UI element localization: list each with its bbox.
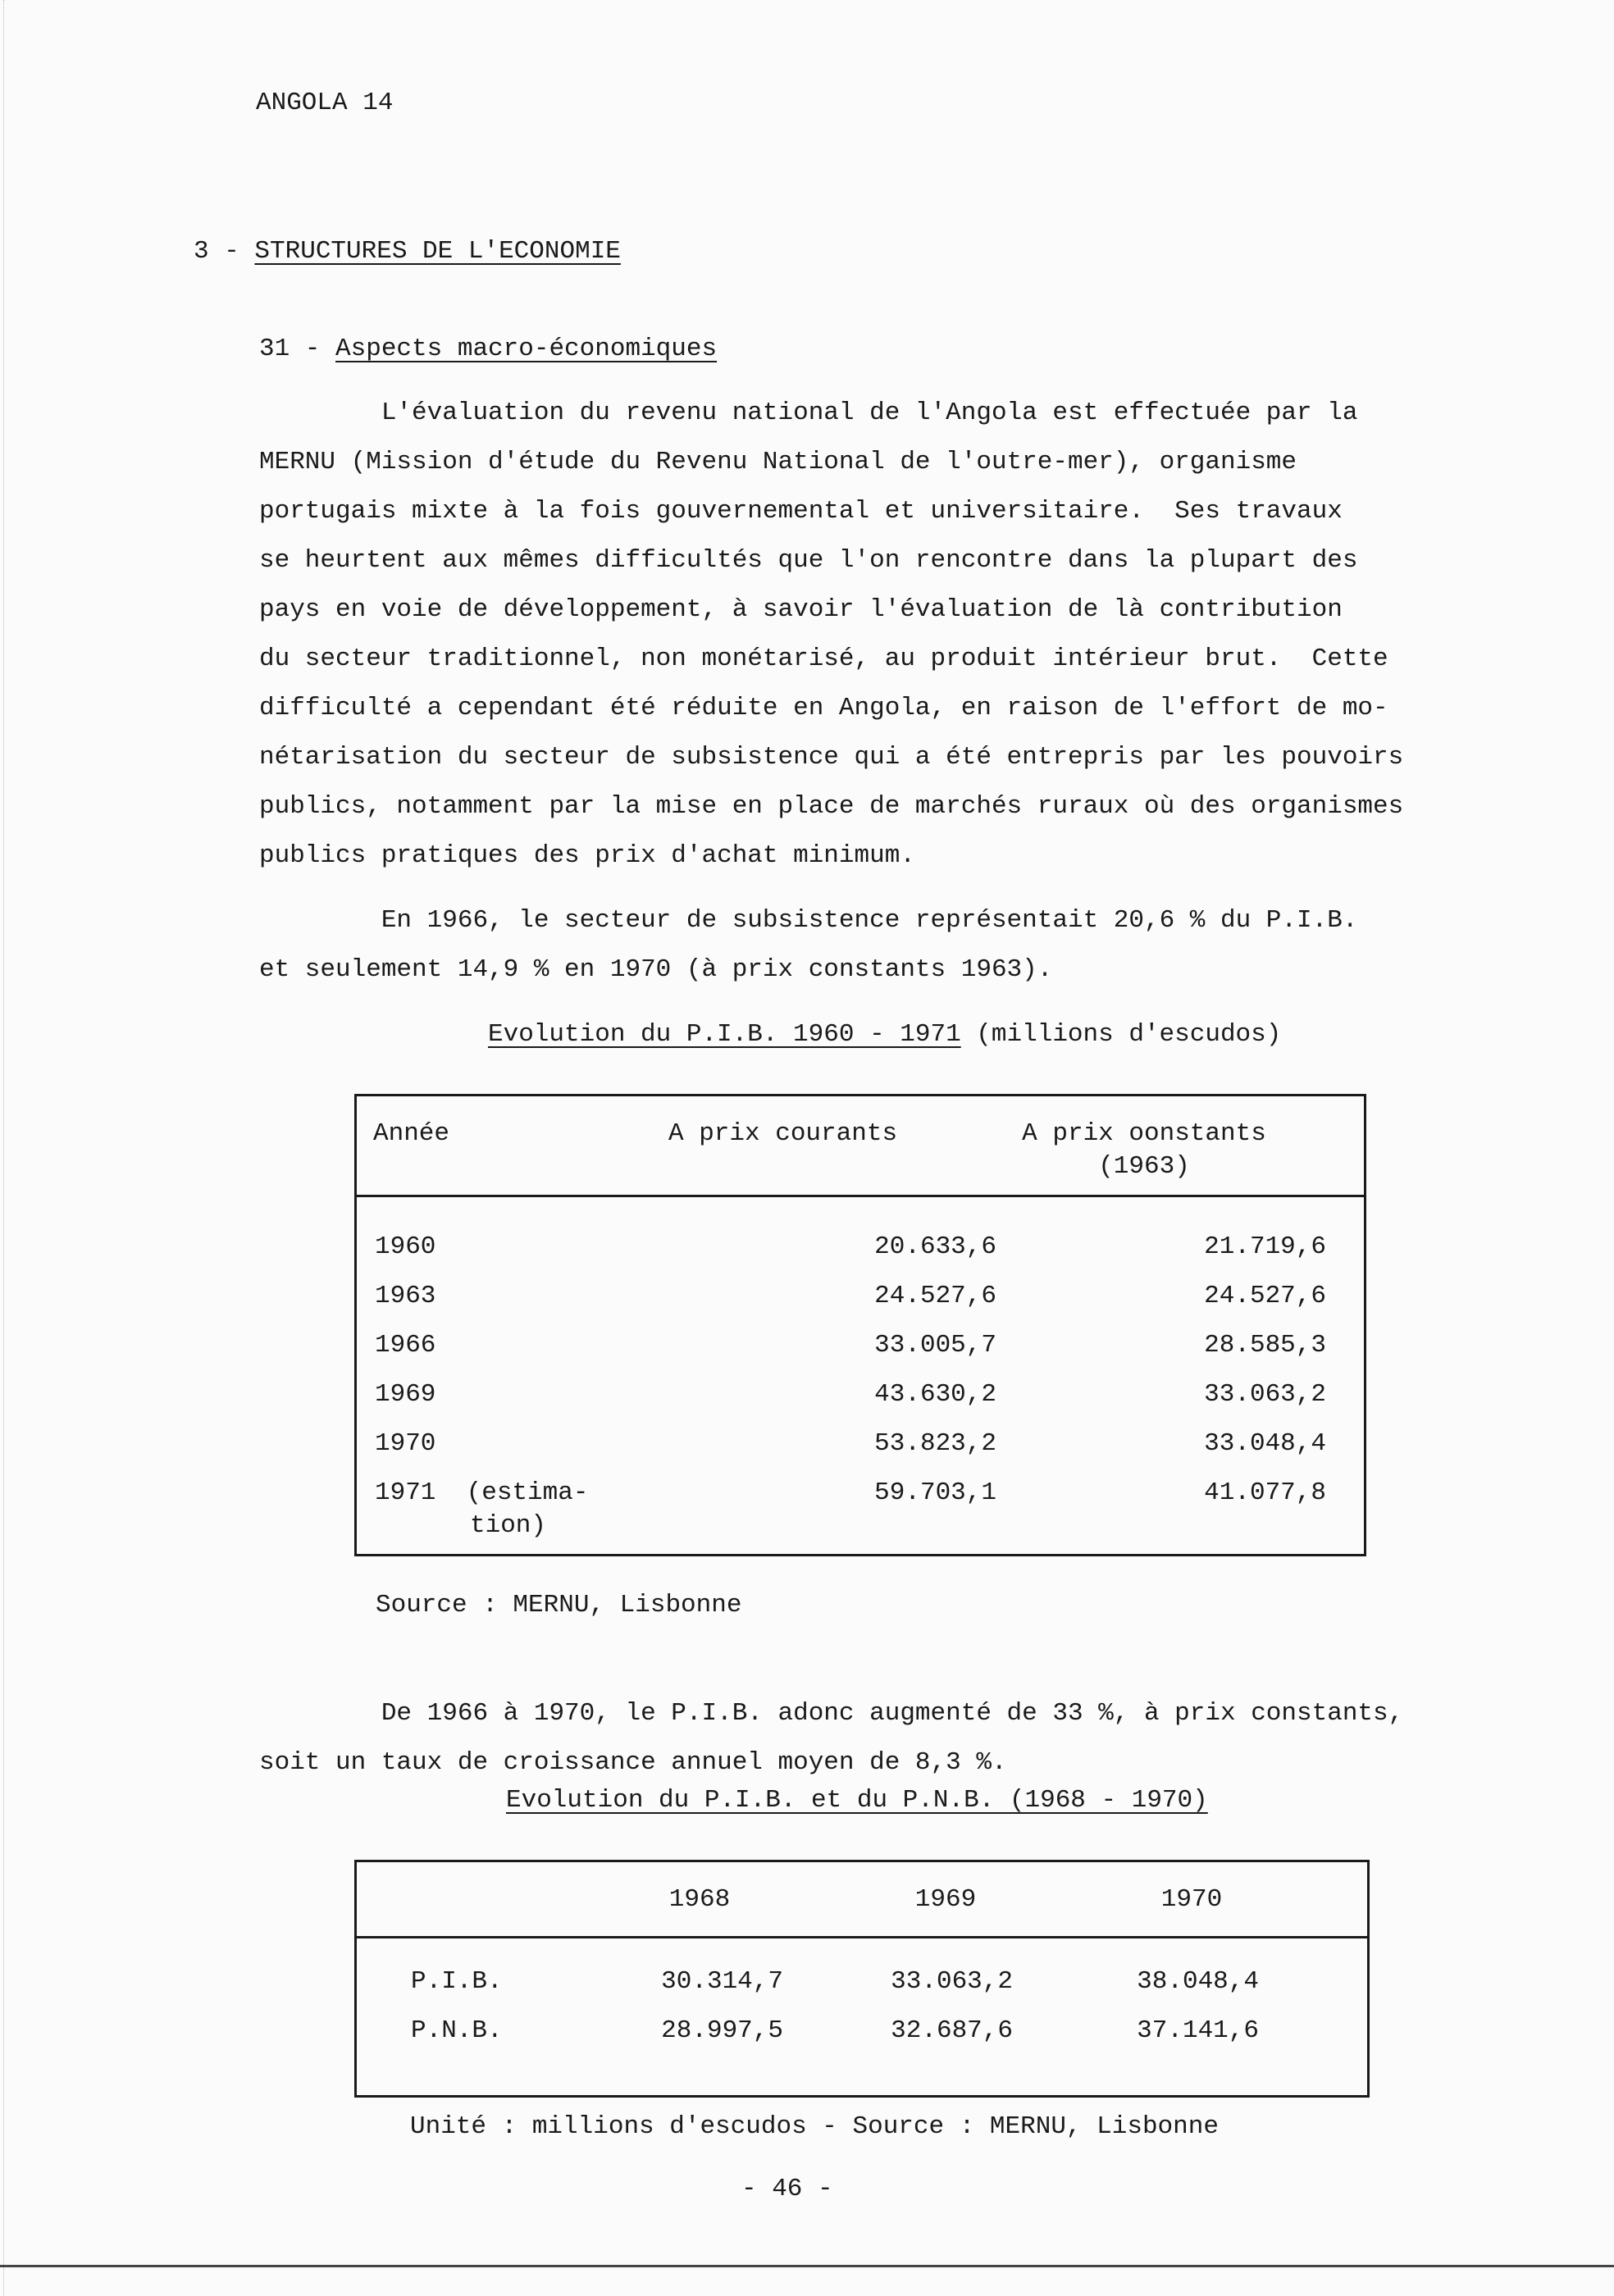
text-line: publics, notamment par la mise en place de marchés ruraux où des organismes <box>259 792 1404 821</box>
table1-header-constant: A prix oonstants <box>1022 1119 1266 1148</box>
table2-value: 37.141,6 <box>1137 2016 1259 2045</box>
text-line: En 1966, le secteur de subsistence représentait 20,6 % du P.I.B. <box>259 906 1358 935</box>
table1-header-year: Année <box>373 1119 450 1148</box>
table1-year-note: tion) <box>470 1511 547 1540</box>
table2-value: 38.048,4 <box>1137 1967 1259 1996</box>
table1-current-value: 33.005,7 <box>874 1331 996 1360</box>
table1-header-constant-base: (1963) <box>1098 1152 1190 1181</box>
table2-value: 30.314,7 <box>661 1967 783 1996</box>
table1-constant-value: 24.527,6 <box>1204 1282 1326 1310</box>
text-line: difficulté a cependant été réduite en Angola, en raison de l'effort de mo- <box>259 694 1388 722</box>
table1-source: Source : MERNU, Lisbonne <box>376 1591 742 1620</box>
table1-constant-value: 33.063,2 <box>1204 1380 1326 1409</box>
running-header: ANGOLA 14 <box>256 89 394 117</box>
table1-caption <box>488 1022 1281 1047</box>
table1-header-rule <box>357 1195 1364 1197</box>
text-line: MERNU (Mission d'étude du Revenu National de l'outre-mer), organisme <box>259 448 1297 476</box>
table2-header-rule <box>357 1936 1367 1938</box>
section-heading <box>194 239 621 264</box>
page-bottom-rule <box>0 2265 1614 2267</box>
table2-column-header: 1968 <box>668 1885 731 1914</box>
table1-current-value: 43.630,2 <box>874 1380 996 1409</box>
subsection-title: Aspects macro-économiques <box>335 335 718 363</box>
paragraph-secteur-subsistence <box>259 896 1506 995</box>
table1-caption-unit: (millions d'escudos) <box>960 1020 1282 1049</box>
text-line: pays en voie de développement, à savoir l'évaluation de là contribution <box>259 595 1343 624</box>
text-line: nétarisation du secteur de subsistence qui a été entrepris par les pouvoirs <box>259 743 1404 772</box>
table2-value: 32.687,6 <box>891 2016 1013 2045</box>
table2-caption: Evolution du P.I.B. et du P.N.B. (1968 - 1970) <box>506 1786 1208 1815</box>
text-line: L'évaluation du revenu national de l'Angola est effectuée par la <box>259 399 1358 427</box>
table1-year: 1970 <box>375 1429 436 1458</box>
table-pib-1960-1971 <box>354 1094 1366 1556</box>
table2-value: 33.063,2 <box>891 1967 1013 1996</box>
table2-column-header: 1970 <box>1160 1885 1223 1914</box>
table2-row-label: P.N.B. <box>411 2016 503 2045</box>
table2-row-label: P.I.B. <box>411 1967 503 1996</box>
table1-year: 1971 (estima- <box>375 1478 589 1507</box>
table2-value: 28.997,5 <box>661 2016 783 2045</box>
text-line: De 1966 à 1970, le P.I.B. adonc augmenté de 33 %, à prix constants, <box>259 1699 1404 1728</box>
table1-current-value: 20.633,6 <box>874 1232 996 1261</box>
page-edge-marks <box>3 0 4 2296</box>
paragraph-revenu-national <box>259 389 1506 881</box>
table1-current-value: 53.823,2 <box>874 1429 996 1458</box>
table1-constant-value: 33.048,4 <box>1204 1429 1326 1458</box>
text-line: se heurtent aux mêmes difficultés que l'on rencontre dans la plupart des <box>259 546 1358 575</box>
paragraph-croissance <box>259 1689 1506 1788</box>
table-pib-pnb-1968-1970 <box>354 1860 1370 2098</box>
text-line: publics pratiques des prix d'achat minimum. <box>259 841 915 870</box>
section-number: 3 - <box>194 237 255 266</box>
section-title: STRUCTURES DE L'ECONOMIE <box>254 237 621 266</box>
text-line: et seulement 14,9 % en 1970 (à prix constants 1963). <box>259 955 1053 984</box>
table1-year: 1960 <box>375 1232 436 1261</box>
table2-column-header: 1969 <box>914 1885 977 1914</box>
table1-constant-value: 21.719,6 <box>1204 1232 1326 1261</box>
table1-caption-title: Evolution du P.I.B. 1960 - 1971 <box>488 1020 961 1049</box>
page-number: - 46 - <box>741 2175 833 2203</box>
table1-current-value: 24.527,6 <box>874 1282 996 1310</box>
text-line: du secteur traditionnel, non monétarisé, au produit intérieur brut. Cette <box>259 645 1388 673</box>
subsection-heading <box>259 336 717 362</box>
subsection-number: 31 - <box>259 335 336 363</box>
table1-header-current: A prix courants <box>668 1119 898 1148</box>
table1-year: 1969 <box>375 1380 436 1409</box>
table1-constant-value: 41.077,8 <box>1204 1478 1326 1507</box>
table1-current-value: 59.703,1 <box>874 1478 996 1507</box>
table1-year: 1963 <box>375 1282 436 1310</box>
text-line: soit un taux de croissance annuel moyen de 8,3 %. <box>259 1748 1007 1777</box>
text-line: portugais mixte à la fois gouvernemental et universitaire. Ses travaux <box>259 497 1343 526</box>
table1-year: 1966 <box>375 1331 436 1360</box>
table1-constant-value: 28.585,3 <box>1204 1331 1326 1360</box>
table2-note: Unité : millions d'escudos - Source : MERNU, Lisbonne <box>410 2112 1219 2141</box>
